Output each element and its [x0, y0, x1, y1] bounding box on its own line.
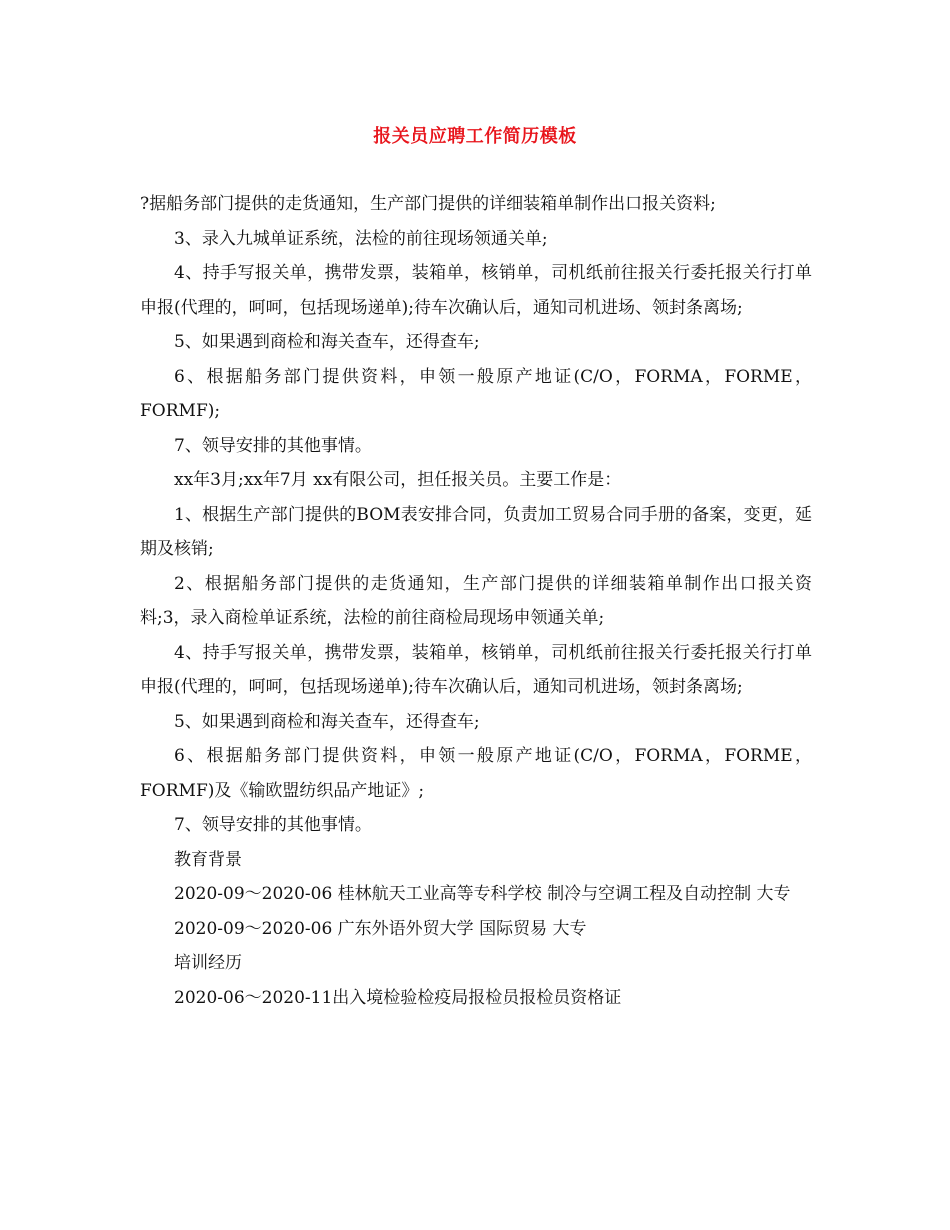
training-entry: 2020-06～2020-11出入境检验检疫局报检员报检员资格证 [174, 987, 622, 1008]
paragraph: 3、录入九城单证系统，法检的前往现场领通关单; [174, 228, 548, 249]
paragraph: 4、持手写报关单，携带发票，装箱单，核销单，司机纸前往报关行委托报关行打单申报(代理的，呵呵，包括现场递单);待车次确认后，通知司机进场，领封条离场; [140, 642, 812, 697]
paragraph: 4、持手写报关单，携带发票，装箱单，核销单，司机纸前往报关行委托报关行打单申报(代理的，呵呵，包括现场递单);待车次确认后，通知司机进场、领封条离场; [140, 263, 812, 318]
education-entry: 2020-09～2020-06 桂林航天工业高等专科学校 制冷与空调工程及自动控制 大专 [174, 884, 791, 904]
paragraph: 6、根据船务部门提供资料，申领一般原产地证(C/O，FORMA，FORME，FORMF)及《输欧盟纺织品产地证》; [140, 746, 812, 801]
paragraph: 7、领导安排的其他事情。 [174, 815, 372, 835]
paragraph: 7、领导安排的其他事情。 [174, 435, 372, 456]
document-body [140, 187, 812, 1015]
section-heading-training: 培训经历 [174, 953, 242, 973]
paragraph: 2、根据船务部门提供的走货通知，生产部门提供的详细装箱单制作出口报关资料;3，录入商检单证系统，法检的前往商检局现场申领通关单; [140, 573, 812, 628]
paragraph: 5、如果遇到商检和海关查车，还得查车; [174, 332, 480, 352]
paragraph: 1、根据生产部门提供的BOM表安排合同，负责加工贸易合同手册的备案，变更，延期及核销; [140, 504, 812, 559]
section-heading-education: 教育背景 [174, 849, 242, 870]
paragraph: 6、根据船务部门提供资料，申领一般原产地证(C/O，FORMA，FORME，FORMF); [140, 366, 812, 421]
paragraph: xx年3月;xx年7月 xx有限公司，担任报关员。主要工作是： [174, 470, 622, 490]
paragraph: ?据船务部门提供的走货通知，生产部门提供的详细装箱单制作出口报关资料; [140, 194, 716, 214]
document-title: 报关员应聘工作简历模板 [373, 126, 577, 147]
education-entry: 2020-09～2020-06 广东外语外贸大学 国际贸易 大专 [174, 918, 587, 939]
paragraph: 5、如果遇到商检和海关查车，还得查车; [174, 711, 480, 732]
